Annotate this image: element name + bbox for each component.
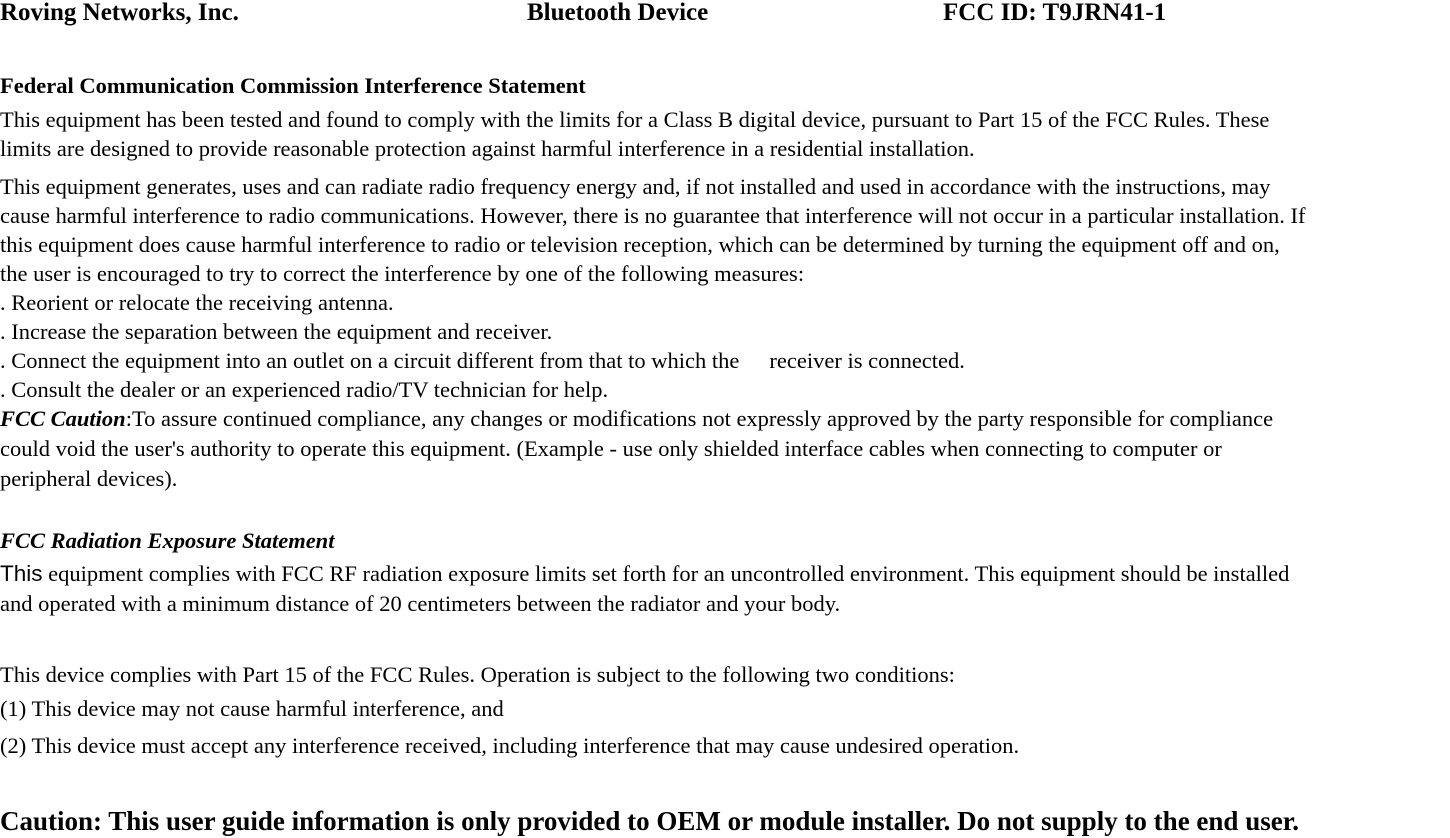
radiation-title: FCC Radiation Exposure Statement xyxy=(0,528,335,553)
fcc-caution-line1 xyxy=(0,408,1273,431)
interference-p2-line2: cause harmful interference to radio communications. However, there is no guarantee that interference will not occur in a particular installation. If xyxy=(0,203,1306,228)
interference-p1-line2: limits are designed to provide reasonable protection against harmful interference in a residential installation. xyxy=(0,136,975,161)
fcc-caution-line3: peripheral devices). xyxy=(0,466,178,491)
device-type: Bluetooth Device xyxy=(527,0,709,26)
fcc-caution-label: FCC Caution xyxy=(0,406,126,431)
interference-p1-line1: This equipment has been tested and found to comply with the limits for a Class B digital device, pursuant to Part 15 of the FCC Rules. These xyxy=(0,107,1270,132)
measure-outlet-part2: receiver is connected. xyxy=(769,348,965,373)
oem-caution: Caution: This user guide information is only provided to OEM or module installer. Do not supply to the end user. xyxy=(0,806,1299,836)
compliance-condition-2: (2) This device must accept any interference received, including interference that may cause undesired operation. xyxy=(0,733,1020,758)
measure-outlet xyxy=(0,350,965,373)
interference-title: Federal Communication Commission Interference Statement xyxy=(0,73,586,98)
fcc-caution-text: :To assure continued compliance, any changes or modifications not expressly approved by the party responsible for compliance xyxy=(125,406,1274,431)
measure-separation: . Increase the separation between the equipment and receiver. xyxy=(0,319,553,344)
radiation-line1-rest: equipment complies with FCC RF radiation exposure limits set forth for an uncontrolled environment. This equipment should be installed xyxy=(42,561,1290,586)
fcc-caution-line2: could void the user's authority to operate this equipment. (Example - use only shielded interface cables when connecting to computer or xyxy=(0,436,1222,461)
measure-consult: . Consult the dealer or an experienced radio/TV technician for help. xyxy=(0,377,609,402)
compliance-condition-1: (1) This device may not cause harmful interference, and xyxy=(0,696,504,721)
company-name: Roving Networks, Inc. xyxy=(0,0,239,26)
interference-p2-line1: This equipment generates, uses and can radiate radio frequency energy and, if not installed and used in accordance with the instructions, may xyxy=(0,174,1271,199)
interference-p2-line4: the user is encouraged to try to correct the interference by one of the following measures: xyxy=(0,261,805,286)
interference-p2-line3: this equipment does cause harmful interference to radio or television reception, which can be determined by turning the equipment off and on, xyxy=(0,232,1280,257)
compliance-intro: This device complies with Part 15 of the FCC Rules. Operation is subject to the following two conditions: xyxy=(0,662,955,687)
fcc-id: FCC ID: T9JRN41-1 xyxy=(943,0,1167,26)
radiation-first-word: This xyxy=(0,561,43,586)
measure-reorient: . Reorient or relocate the receiving antenna. xyxy=(0,290,394,315)
radiation-line2: and operated with a minimum distance of 20 centimeters between the radiator and your body. xyxy=(0,591,841,616)
measure-outlet-part1: . Connect the equipment into an outlet on a circuit different from that to which the xyxy=(0,348,740,373)
radiation-line1 xyxy=(0,563,1289,586)
